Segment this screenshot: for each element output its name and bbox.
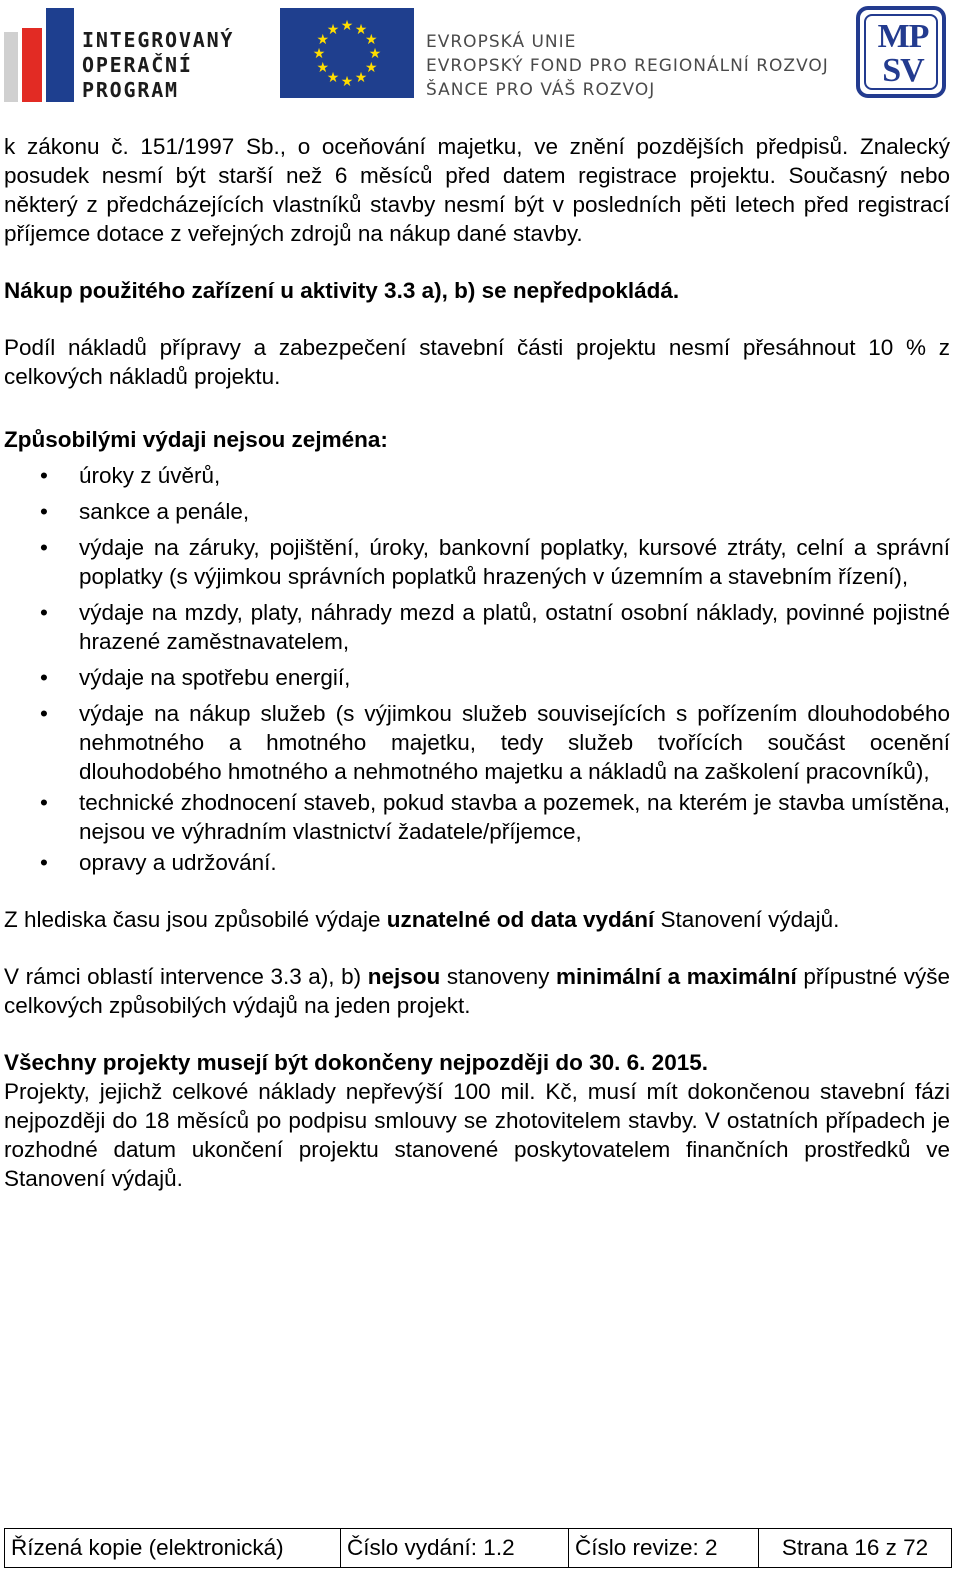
iop-logo-red-bar xyxy=(22,28,42,102)
list-item-text: výdaje na spotřebu energií, xyxy=(79,665,351,690)
iop-logo-line-2: OPERAČNÍ xyxy=(82,53,193,77)
list-item xyxy=(4,848,950,877)
mpsv-logo-frame xyxy=(864,14,938,90)
paragraph-eligibility-date xyxy=(4,905,950,934)
eu-star-icon: ★ xyxy=(354,20,368,37)
bullet-icon: • xyxy=(40,790,48,815)
paragraph-valuation: k zákonu č. 151/1997 Sb., o oceňování majetku, ve znění pozdějších předpisů. Znalecký posudek nesmí být starší než 6 měsíců před datem registrace projektu. Současný nebo některý z předcházejících vlastníků stavby nesmí být v posledních pěti letech před registrací příjemce dotace z veřejných zdrojů na nákup dané stavby. xyxy=(4,134,950,246)
paragraph-limits xyxy=(4,962,950,1020)
list-item-text: úroky z úvěrů, xyxy=(79,463,221,488)
list-item-text: technické zhodnocení staveb, pokud stavba a pozemek, na kterém je stavba umístěna, nejsou ve výhradním vlastnictví žadatele/příjemce, xyxy=(79,790,950,844)
iop-logo-text xyxy=(82,28,234,103)
eu-line-2: EVROPSKÝ FOND PRO REGIONÁLNÍ ROZVOJ xyxy=(426,56,829,76)
footer-page-number: Strana 16 z 72 xyxy=(781,1535,929,1560)
footer-copy-type: Řízená kopie (elektronická) xyxy=(5,1529,341,1567)
bullet-icon: • xyxy=(40,499,48,524)
list-item xyxy=(4,497,950,526)
eu-star-icon: ★ xyxy=(354,69,368,86)
bullet-icon: • xyxy=(40,463,48,488)
eu-star-icon: ★ xyxy=(316,31,330,47)
iop-logo-line-3: PROGRAM xyxy=(82,78,179,102)
text-run: V rámci oblastí intervence 3.3 a), b) xyxy=(4,964,368,989)
bullet-icon: • xyxy=(40,600,48,625)
text-run: Z hlediska času jsou způsobilé výdaje xyxy=(4,907,387,932)
list-item xyxy=(4,663,950,692)
mpsv-logo-line-1: MP xyxy=(877,18,929,55)
bullet-icon: • xyxy=(40,701,48,726)
paragraph-deadline: Projekty, jejichž celkové náklady nepřevýší 100 mil. Kč, musí mít dokončenou stavební fázi nejpozději do 18 měsíců po podpisu smlouvy se zhotovitelem stavby. V ostatních případech je rozhodné datum ukončení projektu stanovené poskytovatelem finančních prostředků ve Stanovení výdajů. xyxy=(4,1079,950,1191)
eu-flag-icon xyxy=(280,8,414,98)
eu-star-icon: ★ xyxy=(340,17,354,33)
list-item-text: výdaje na nákup služeb (s výjimkou služeb souvisejících s pořízením dlouhodobého nehmotného a hmotného majetku, tedy služeb tvořících součást ocenění dlouhodobého hmotného a nehmotného majetku a nákladů na zaškolení pracovníků), xyxy=(79,701,950,784)
list-item xyxy=(4,788,950,846)
document-body xyxy=(4,132,950,1193)
bullet-icon: • xyxy=(40,535,48,560)
iop-logo-blue-bar xyxy=(46,8,74,102)
eu-line-3: ŠANCE PRO VÁŠ ROZVOJ xyxy=(426,80,656,100)
page-footer xyxy=(4,1528,952,1568)
eu-star-icon: ★ xyxy=(326,69,340,86)
text-run-bold: uznatelné od data vydání xyxy=(386,907,655,932)
list-item-text: sankce a penále, xyxy=(79,499,250,524)
eu-star-icon: ★ xyxy=(326,20,340,37)
eu-star-icon: ★ xyxy=(364,59,378,75)
mpsv-logo xyxy=(856,6,946,98)
list-item-text: výdaje na záruky, pojištění, úroky, bankovní poplatky, kursové ztráty, celní a správní poplatky (s výjimkou správních poplatků hrazených v územním a stavebním řízení), xyxy=(79,535,950,589)
iop-logo-gray-bar xyxy=(4,32,18,102)
eu-star-icon: ★ xyxy=(316,59,330,75)
list-item xyxy=(4,598,950,656)
eu-star-icon: ★ xyxy=(368,45,382,61)
footer-revision: Číslo revize: 2 xyxy=(569,1529,759,1567)
text-run: Stanovení výdajů. xyxy=(654,907,840,932)
list-item-text: výdaje na mzdy, platy, náhrady mezd a platů, ostatní osobní náklady, povinné pojistné hrazené zaměstnavatelem, xyxy=(79,600,950,654)
list-item-text: opravy a udržování. xyxy=(79,850,277,875)
eu-star-icon: ★ xyxy=(312,45,326,61)
eu-logo-text xyxy=(426,30,829,102)
list-item xyxy=(4,461,950,490)
paragraph-used-equipment: Nákup použitého zařízení u aktivity 3.3 a), b) se nepředpokládá. xyxy=(4,278,680,303)
ineligible-expenses-list xyxy=(4,461,950,877)
bullet-icon: • xyxy=(40,665,48,690)
eu-line-1: EVROPSKÁ UNIE xyxy=(426,32,577,52)
list-item xyxy=(4,533,950,591)
text-run: stanoveny xyxy=(440,964,557,989)
text-run-bold: nejsou xyxy=(367,964,441,989)
list-heading: Způsobilými výdaji nejsou zejména: xyxy=(4,427,388,452)
text-run: přípustné výše celkových způsobilých výdajů na jeden projekt. xyxy=(4,964,951,1018)
bullet-icon: • xyxy=(40,850,48,875)
eu-star-icon: ★ xyxy=(340,73,354,89)
paragraph-cost-share: Podíl nákladů přípravy a zabezpečení stavební části projektu nesmí přesáhnout 10 % z celkových nákladů projektu. xyxy=(4,335,950,389)
list-item xyxy=(4,699,950,786)
iop-logo-line-1: INTEGROVANÝ xyxy=(82,28,235,52)
deadline-heading: Všechny projekty musejí být dokončeny nejpozději do 30. 6. 2015. xyxy=(4,1050,708,1075)
footer-edition: Číslo vydání: 1.2 xyxy=(341,1529,569,1567)
mpsv-logo-text xyxy=(866,20,940,88)
text-run-bold: minimální a maximální xyxy=(556,964,797,989)
iop-logo xyxy=(4,8,244,100)
page-header xyxy=(0,0,960,110)
mpsv-logo-line-2: SV xyxy=(882,52,924,89)
eu-star-icon: ★ xyxy=(364,31,378,47)
